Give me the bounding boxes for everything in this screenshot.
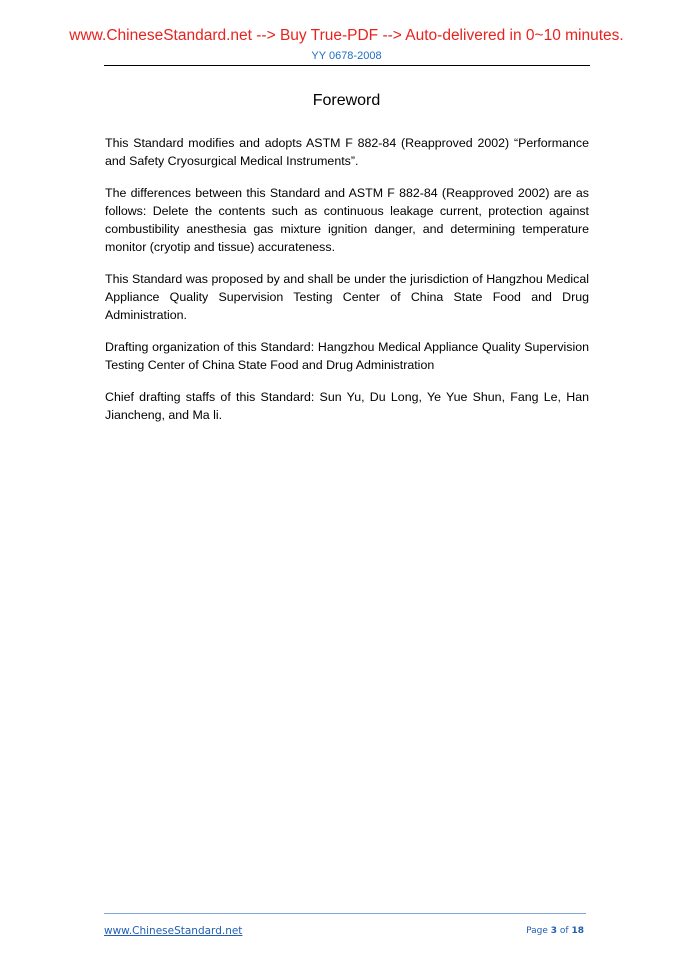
page-of-label: of (559, 926, 569, 936)
promo-banner-link[interactable]: www.ChineseStandard.net --> Buy True-PDF --> Auto-delivered in 0~10 minutes. (69, 27, 624, 44)
header-divider (104, 65, 590, 66)
page-title: Foreword (312, 92, 381, 109)
page-label: Page (526, 926, 548, 936)
page-number (526, 926, 584, 936)
paragraph-drafting-organization: Drafting organization of this Standard: Hangzhou Medical Appliance Quality Supervision Testing Center of China State Food and Drug Administration (105, 340, 589, 372)
document-body (105, 134, 589, 438)
footer-divider (104, 913, 586, 914)
page-total: 18 (571, 926, 584, 936)
paragraph-adoption: This Standard modifies and adopts ASTM F 882-84 (Reapproved 2002) “Performance and Safety Cryosurgical Medical Instruments”. (105, 136, 589, 168)
page-current: 3 (550, 926, 558, 936)
paragraph-differences: The differences between this Standard and ASTM F 882-84 (Reapproved 2002) are as follows: Delete the contents such as continuous leakage current, protection against combustibility anesthesia gas mixture ignition danger, and determining temperature monitor (cryotip and tissue) accurateness. (105, 186, 589, 254)
standard-code: YY 0678-2008 (311, 50, 382, 62)
paragraph-drafting-staff: Chief drafting staffs of this Standard: Sun Yu, Du Long, Ye Yue Shun, Fang Le, Han Jiancheng, and Ma li. (105, 390, 589, 422)
footer-website-link[interactable]: www.ChineseStandard.net (104, 925, 243, 937)
paragraph-jurisdiction: This Standard was proposed by and shall be under the jurisdiction of Hangzhou Medical Appliance Quality Supervision Testing Center of China State Food and Drug Administration. (105, 272, 589, 322)
